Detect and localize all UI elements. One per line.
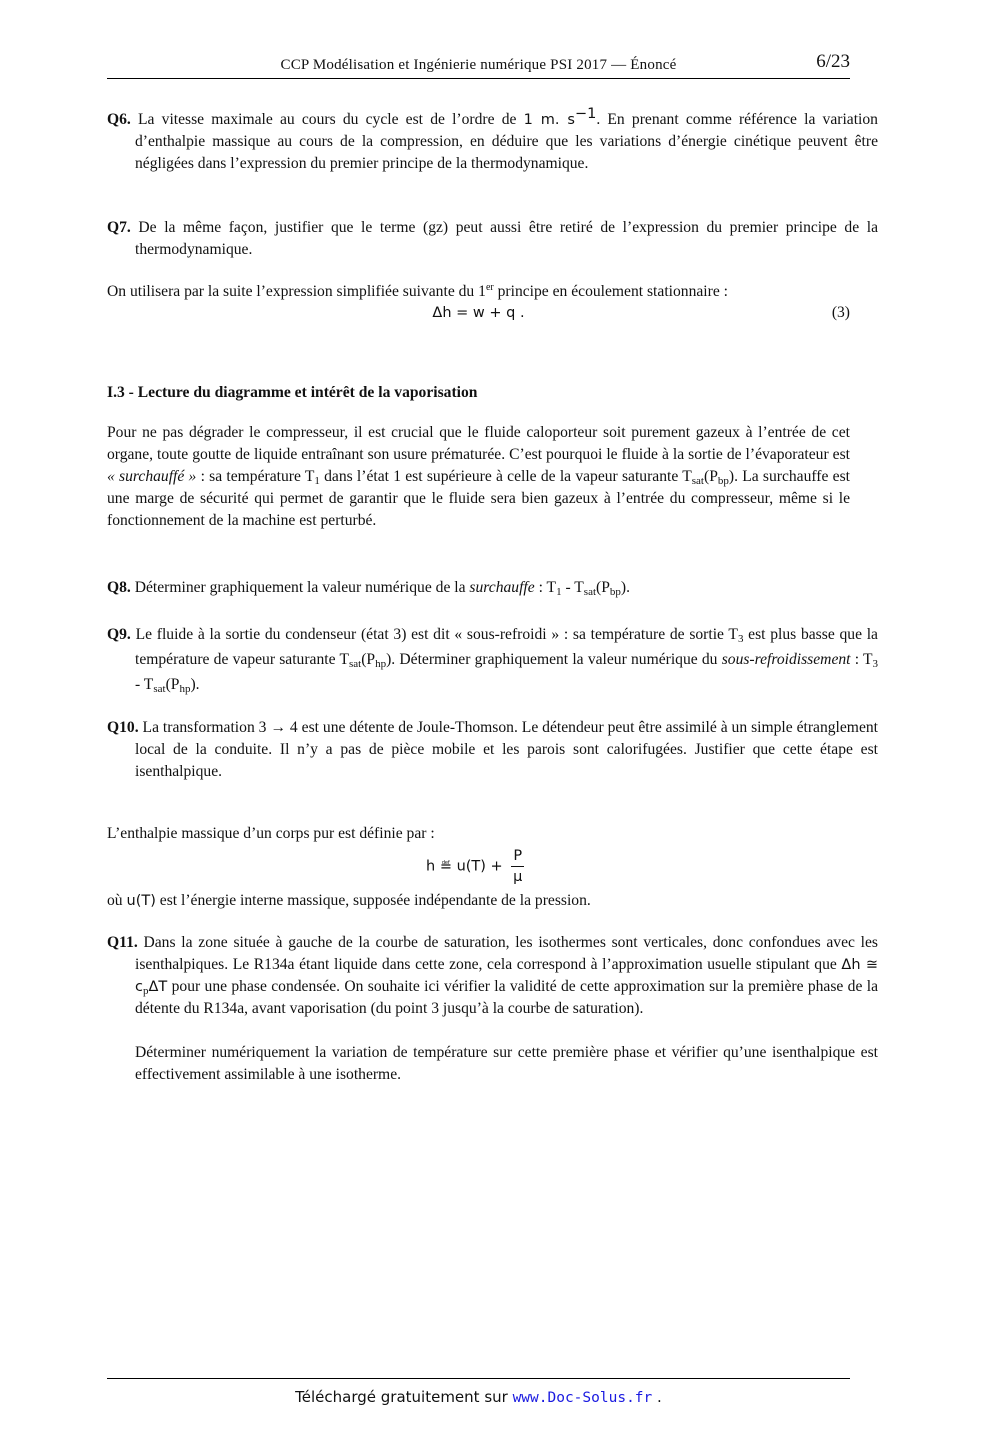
q8-text: : T xyxy=(534,579,557,596)
para1-text: : sa température T xyxy=(196,468,315,485)
q6-unit-exponent: −1 xyxy=(574,106,597,122)
page-number: 6/23 xyxy=(816,51,850,72)
enthalpy-rhs: u(T) + xyxy=(456,858,503,875)
question-number: Q9. xyxy=(107,626,131,643)
q8-italic: surchauffe xyxy=(469,579,535,596)
definition-equals xyxy=(440,856,452,878)
q8-sub: sat xyxy=(583,586,597,598)
q9-text: (P xyxy=(361,651,376,668)
intro-equation-3 xyxy=(107,281,850,303)
q9-text: ). xyxy=(190,676,200,693)
document-title: CCP Modélisation et Ingénierie numérique PSI 2017 — Énoncé xyxy=(280,57,677,73)
q8-text: - T xyxy=(561,579,584,596)
q8-sub: 1 xyxy=(556,586,562,598)
para1-sub: sat xyxy=(691,475,704,487)
q11-second-paragraph: Déterminer numériquement la variation de température sur cette première phase et vérifier qu’une isenthalpique est effectivement assimilable à une isotherme. xyxy=(135,1044,878,1083)
q7-text: De la même façon, justifier que le terme (gz) peut aussi être retiré de l’expression du premier principe de la thermodynamique. xyxy=(130,219,878,258)
q9-text: (P xyxy=(165,676,180,693)
question-q10 xyxy=(107,717,878,783)
question-number: Q7. xyxy=(107,219,131,236)
question-q9 xyxy=(107,622,878,697)
intro3-text-b: principe en écoulement stationnaire : xyxy=(493,283,728,300)
q9-italic: sous-refroidissement xyxy=(721,651,851,668)
where-lead: où xyxy=(107,892,127,909)
q8-text: ). xyxy=(620,579,630,596)
para1-sub: bp xyxy=(717,475,729,487)
q9-text: est plus basse que la température de vapeur saturante T xyxy=(135,626,878,668)
where-text: est l’énergie interne massique, supposée indépendante de la pression. xyxy=(155,892,591,909)
question-number: Q8. xyxy=(107,579,131,596)
intro3-text-a: On utilisera par la suite l’expression simplifiée suivante du 1 xyxy=(107,283,486,300)
question-q8 xyxy=(107,577,878,599)
q8-text: (P xyxy=(596,579,610,596)
para1-italic: « surchauffé » xyxy=(107,468,197,485)
page-footer xyxy=(107,1386,850,1409)
q9-sub: sat xyxy=(153,683,166,695)
question-number: Q10. xyxy=(107,719,139,736)
equation-3-expression: Δh = w + q . xyxy=(432,305,525,321)
footer-link[interactable]: www.Doc-Solus.fr xyxy=(512,1390,653,1406)
para1-text: (P xyxy=(704,468,718,485)
def-equals-sign: ≝ xyxy=(439,858,452,875)
where-math: u(T) xyxy=(126,893,156,909)
page-header xyxy=(107,51,850,79)
q9-text: ). Déterminer graphiquement la valeur numérique du xyxy=(386,651,722,668)
intro3-sup: er xyxy=(485,282,494,293)
fraction-numerator: P xyxy=(511,846,524,867)
q9-text: Le fluide à la sortie du condenseur (état 3) est dit « sous-refroidi » : sa température de sortie T xyxy=(130,626,738,643)
q11-math: ΔT xyxy=(148,979,168,995)
q11-text: pour une phase condensée. On souhaite ici vérifier la validité de cette approximation sur la première phase de la détente du R134a, avant vaporisation (du point 3 jusqu’à la courbe de saturation). xyxy=(135,978,878,1017)
q11-sub: p xyxy=(142,985,149,997)
q9-sub: hp xyxy=(179,683,191,695)
q9-sub: 3 xyxy=(872,658,878,670)
q11-math: Δh ≅ c xyxy=(135,957,878,995)
q8-text: Déterminer graphiquement la valeur numérique de la xyxy=(130,579,470,596)
enthalpy-intro: L’enthalpie massique d’un corps pur est définie par : xyxy=(107,825,435,842)
equation-3-label: (3) xyxy=(831,304,850,321)
q6-unit: 1 m. s xyxy=(523,112,575,128)
internal-energy-note xyxy=(107,890,850,912)
equation-3 xyxy=(107,302,850,324)
paragraph-surchauffe xyxy=(107,422,850,532)
q9-sub: hp xyxy=(375,658,387,670)
q9-sub: 3 xyxy=(737,633,744,645)
q11-text: Dans la zone située à gauche de la courbe de saturation, les isothermes sont verticales, donc confondues avec les isenthalpiques. Le R134a étant liquide dans cette zone, cela correspond à l’approximation usuelle stipulant que xyxy=(135,934,878,973)
q8-sub: bp xyxy=(609,586,621,598)
q10-text: La transformation 3 → 4 est une détente de Joule-Thomson. Le détendeur peut être assimilé à un simple étranglement local de la conduite. Il n’y a pas de pièce mobile et les parois sont calorifugées. Justifier que cette étape est isenthalpique. xyxy=(135,719,878,780)
question-q6 xyxy=(107,106,878,175)
enthalpy-definition xyxy=(426,846,524,894)
q9-sub: sat xyxy=(348,658,362,670)
q9-text: - T xyxy=(135,676,154,693)
q6-text-b: . En prenant comme référence la variation d’enthalpie massique au cours de la compression, en déduire que les variations d’énergie cinétique peuvent être négligées dans l’expression du premier principe de la thermodynamique. xyxy=(135,111,878,172)
footer-end: . xyxy=(652,1388,662,1406)
enthalpy-lhs: h xyxy=(426,858,436,875)
question-q11 xyxy=(107,932,878,1020)
question-number: Q11. xyxy=(107,934,138,951)
q9-text: : T xyxy=(850,651,873,668)
footer-rule xyxy=(107,1378,850,1379)
para1-text: dans l’état 1 est supérieure à celle de la vapeur saturante T xyxy=(319,468,692,485)
fraction-p-over-mu xyxy=(511,846,524,887)
question-q7 xyxy=(107,217,878,261)
para1-text: Pour ne pas dégrader le compresseur, il est crucial que le fluide caloporteur soit purement gazeux à l’entrée de cet organe, toute goutte de liquide entraînant son usure prématurée. C’est pourquoi le fluide à la sortie de l’évaporateur est xyxy=(107,424,850,463)
fraction-denominator: μ xyxy=(513,869,523,885)
section-heading: I.3 - Lecture du diagramme et intérêt de la vaporisation xyxy=(107,384,478,401)
footer-text: Téléchargé gratuitement sur xyxy=(295,1388,513,1406)
para1-text: ). La surchauffe est une marge de sécurité qui permet de garantir que le fluide sera bien gazeux à l’entrée du compresseur, même si le fonctionnement de la machine est perturbé. xyxy=(107,468,850,529)
question-number: Q6. xyxy=(107,111,131,128)
q6-text-a: La vitesse maximale au cours du cycle est de l’ordre de xyxy=(130,111,524,128)
para1-sub: 1 xyxy=(314,475,320,487)
